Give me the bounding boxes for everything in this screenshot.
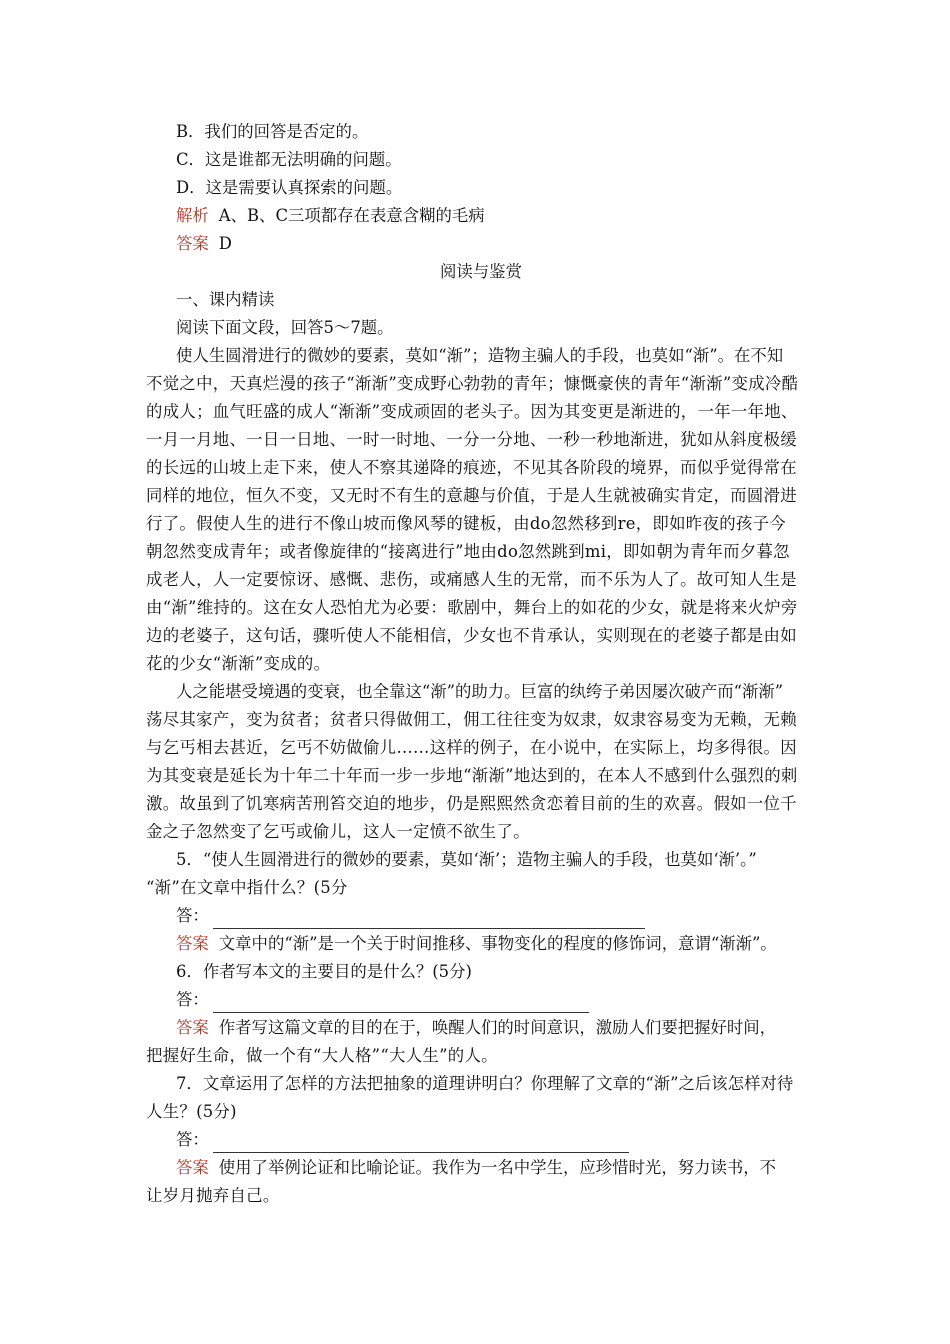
q5-answer [176,931,816,957]
passage-line: 朝忽然变成青年；或者像旋律的“接离进行”地由do忽然跳到mi，即如朝为青年而夕暮忽 [146,542,790,561]
passage-line: 使人生圆滑进行的微妙的要素，莫如“渐”；造物主骗人的手段，也莫如“渐”。在不知 [176,346,784,365]
answer-prefix: 答： [176,1130,209,1149]
part-heading: 一、课内精读 [176,290,275,309]
answer-prefix: 答： [176,990,209,1009]
passage-line: 激。故虽到了饥寒病苦刑笞交迫的地步，仍是熙熙然贪恋着目前的生的欢喜。假如一位千 [146,794,797,813]
passage-line: 不觉之中，天真烂漫的孩子“渐渐”变成野心勃勃的青年；慷慨豪侠的青年“渐渐”变成冷酷 [146,374,799,393]
passage-line: 人之能堪受境遇的变衰，也全靠这“渐”的助力。巨富的纨绔子弟因屡次破产而“渐渐” [176,682,784,701]
option-b: B．我们的回答是否定的。 [176,122,369,141]
question-5: 5．“使人生圆滑进行的微妙的要素，莫如‘渐’；造物主骗人的手段，也莫如‘渐’。” [176,850,757,869]
passage-line: 同样的地位，恒久不变，又无时不有生的意趣与价值，于是人生就被确实肯定，而圆滑进 [146,486,797,505]
q6-answer [176,1015,816,1041]
option-d: D．这是需要认真探索的问题。 [176,178,403,197]
answer-text: 文章中的“渐”是一个关于时间推移、事物变化的程度的修饰词，意谓“渐渐”。 [218,934,777,953]
question-7-cont: 人生？(5分) [146,1102,237,1121]
passage-line: 与乞丐相去甚近，乞丐不妨做偷儿……这样的例子，在小说中，在实际上，均多得很。因 [146,738,797,757]
answer-blank [213,994,589,1013]
answer-blank [213,910,645,929]
analysis-text: A、B、C三项都存在表意含糊的毛病 [218,206,485,225]
q7-answer-field [176,1127,816,1153]
passage-line: 边的老婆子，这句话，骤听使人不能相信，少女也不肯承认，实则现在的老婆子都是由如 [146,626,797,645]
answer-text: D [218,234,232,253]
passage-line: 由“渐”维持的。这在女人恐怕尤为必要：歌剧中，舞台上的如花的少女，就是将来火炉旁 [146,598,798,617]
question-6: 6．作者写本文的主要目的是什么？(5分) [176,962,472,981]
q4-analysis [176,203,816,229]
q7-answer [176,1155,816,1181]
q7-answer-cont: 让岁月抛弃自己。 [146,1186,280,1205]
answer-text: 作者写这篇文章的目的在于，唤醒人们的时间意识，激励人们要把握好时间， [218,1018,777,1037]
reading-instruction: 阅读下面文段，回答5～7题。 [176,318,394,337]
answer-text: 使用了举例论证和比喻论证。我作为一名中学生，应珍惜时光，努力读书，不 [218,1158,777,1177]
passage-line: 行了。假使人生的进行不像山坡而像风琴的键板，由do忽然移到re，即如昨夜的孩子今 [146,514,786,533]
q4-answer [176,231,816,257]
passage-line: 的成人；血气旺盛的成人“渐渐”变成顽固的老头子。因为其变更是渐进的，一年一年地、 [146,402,798,421]
passage-line: 一月一月地、一日一日地、一时一时地、一分一分地、一秒一秒地渐进，犹如从斜度极缓 [146,430,797,449]
analysis-label: 解析 [176,206,209,225]
question-5-cont: “渐”在文章中指什么？(5分 [146,878,348,897]
answer-label: 答案 [176,1158,209,1177]
passage-line: 成老人，人一定要惊讶、感慨、悲伤，或痛感人生的无常，而不乐为人了。故可知人生是 [146,570,797,589]
answer-label: 答案 [176,234,209,253]
q5-answer-field [176,903,816,929]
question-7: 7．文章运用了怎样的方法把抽象的道理讲明白？你理解了文章的“渐”之后该怎样对待 [176,1074,794,1093]
answer-label: 答案 [176,1018,209,1037]
answer-label: 答案 [176,934,209,953]
passage-line: 金之子忽然变了乞丐或偷儿，这人一定愤不欲生了。 [146,822,530,841]
passage-line: 为其变衰是延长为十年二十年而一步一步地“渐渐”地达到的，在本人不感到什么强烈的刺 [146,766,798,785]
passage-line: 的长远的山坡上走下来，使人不察其递降的痕迹，不见其各阶段的境界，而似乎觉得常在 [146,458,797,477]
section-title: 阅读与鉴赏 [440,262,522,281]
passage-line: 花的少女“渐渐”变成的。 [146,654,331,673]
q6-answer-cont: 把握好生命，做一个有“大人格”“大人生”的人。 [146,1046,498,1065]
option-c: C．这是谁都无法明确的问题。 [176,150,402,169]
answer-blank [213,1134,629,1153]
q6-answer-field [176,987,816,1013]
passage-line: 荡尽其家产，变为贫者；贫者只得做佣工，佣工往往变为奴隶，奴隶容易变为无赖，无赖 [146,710,797,729]
answer-prefix: 答： [176,906,209,925]
